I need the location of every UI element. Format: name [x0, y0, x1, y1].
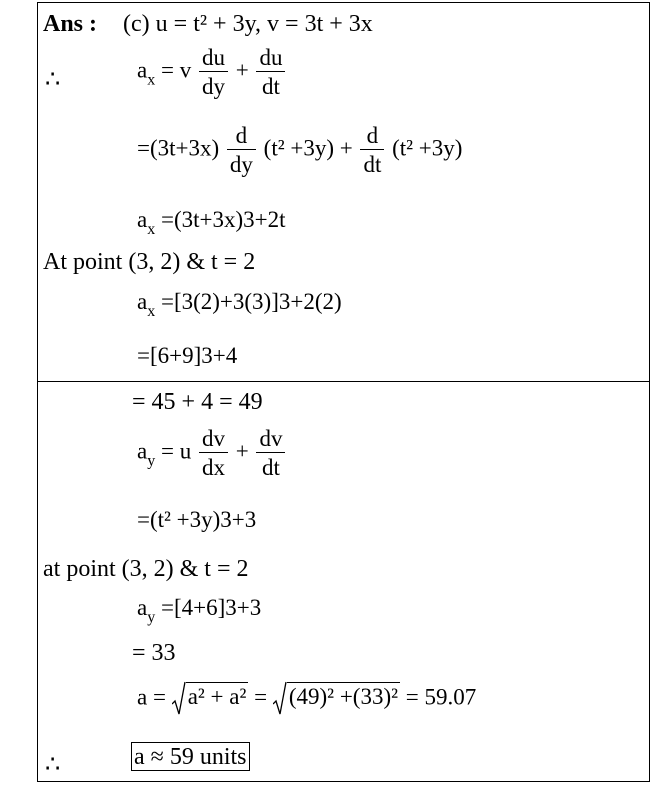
fraction-du-dy: [199, 46, 228, 98]
ax-expanded: [137, 124, 462, 176]
ax-equals-v: = v: [160, 57, 192, 83]
radicand-2-text: (49)² +(33)²: [288, 684, 399, 710]
ax-formula: [137, 46, 287, 98]
final-answer-box: a ≈ 59 units: [131, 742, 250, 771]
ax-expanded-prefix: =(3t+3x): [137, 135, 220, 161]
equals-sign: =: [254, 684, 268, 710]
ans-label: Ans :: [43, 11, 98, 37]
ax-subscript: x: [147, 71, 156, 89]
frac-den: dt: [363, 152, 382, 177]
plus-sign: +: [235, 438, 249, 464]
ax-symbol: a: [137, 207, 148, 232]
frac-num: du: [256, 46, 285, 72]
point-condition-2: at point (3, 2) & t = 2: [43, 556, 249, 582]
magnitude-formula: [137, 680, 476, 718]
fraction-du-dt: [256, 46, 285, 98]
ax-expanded-term1: (t² +3y): [263, 135, 334, 161]
fraction-dv-dt: [256, 427, 285, 479]
ay-subscript: y: [147, 452, 156, 470]
ay-result: = 33: [132, 640, 176, 666]
fraction-d-dt: [360, 124, 384, 176]
ax-subscript: x: [147, 303, 156, 320]
fraction-dv-dx: [199, 427, 228, 479]
frac-num: dv: [256, 427, 285, 453]
ay-symbol: a: [137, 438, 148, 464]
point-condition-1: At point (3, 2) & t = 2: [43, 249, 256, 275]
frac-den: dy: [201, 74, 225, 99]
frac-num: d: [227, 124, 256, 150]
ax-substituted: [137, 290, 342, 320]
frac-den: dy: [229, 152, 253, 177]
ay-substituted: [137, 596, 261, 626]
ay-symbol: a: [137, 595, 148, 620]
sqrt-components: [172, 680, 249, 718]
frac-num: d: [360, 124, 384, 150]
therefore-symbol: ∴: [45, 67, 61, 93]
magnitude-result: = 59.07: [405, 684, 477, 710]
ax-expanded-term2: (t² +3y): [392, 135, 463, 161]
ax-result: = 45 + 4 = 49: [132, 389, 263, 415]
final-answer: [131, 742, 250, 771]
section-divider: [37, 381, 650, 382]
plus-sign: +: [339, 135, 353, 161]
ax-substituted-rhs: =[3(2)+3(3)]3+2(2): [160, 289, 342, 314]
answer-header: [43, 12, 373, 36]
ay-equals-u: = u: [160, 438, 192, 464]
ax-simplified: [137, 208, 285, 238]
frac-den: dx: [201, 455, 225, 480]
ax-subscript: x: [147, 221, 156, 238]
ay-substituted-rhs: =[4+6]3+3: [160, 595, 262, 620]
ay-expanded: =(t² +3y)3+3: [137, 507, 257, 532]
given-velocity: (c) u = t² + 3y, v = 3t + 3x: [123, 11, 373, 37]
answer-frame: [37, 2, 650, 782]
a-equals: a =: [137, 684, 166, 710]
frac-num: du: [199, 46, 228, 72]
radicand-2: [287, 682, 400, 708]
sqrt-values: [273, 680, 400, 718]
radicand-1-text: a² + a²: [187, 684, 247, 710]
ax-symbol: a: [137, 289, 148, 314]
frac-den: dt: [261, 455, 280, 480]
radical-icon: [273, 680, 287, 718]
frac-den: dt: [261, 74, 280, 99]
therefore-symbol-2: ∴: [45, 752, 61, 778]
ax-bracket-sum: =[6+9]3+4: [137, 343, 238, 368]
ay-formula: [137, 427, 287, 479]
ax-symbol: a: [137, 57, 148, 83]
frac-num: dv: [199, 427, 228, 453]
ay-subscript: y: [147, 609, 156, 626]
radicand-1: [186, 682, 249, 708]
radical-icon: [172, 680, 186, 718]
plus-sign: +: [235, 57, 249, 83]
fraction-d-dy: [227, 124, 256, 176]
ax-simplified-rhs: =(3t+3x)3+2t: [160, 207, 286, 232]
